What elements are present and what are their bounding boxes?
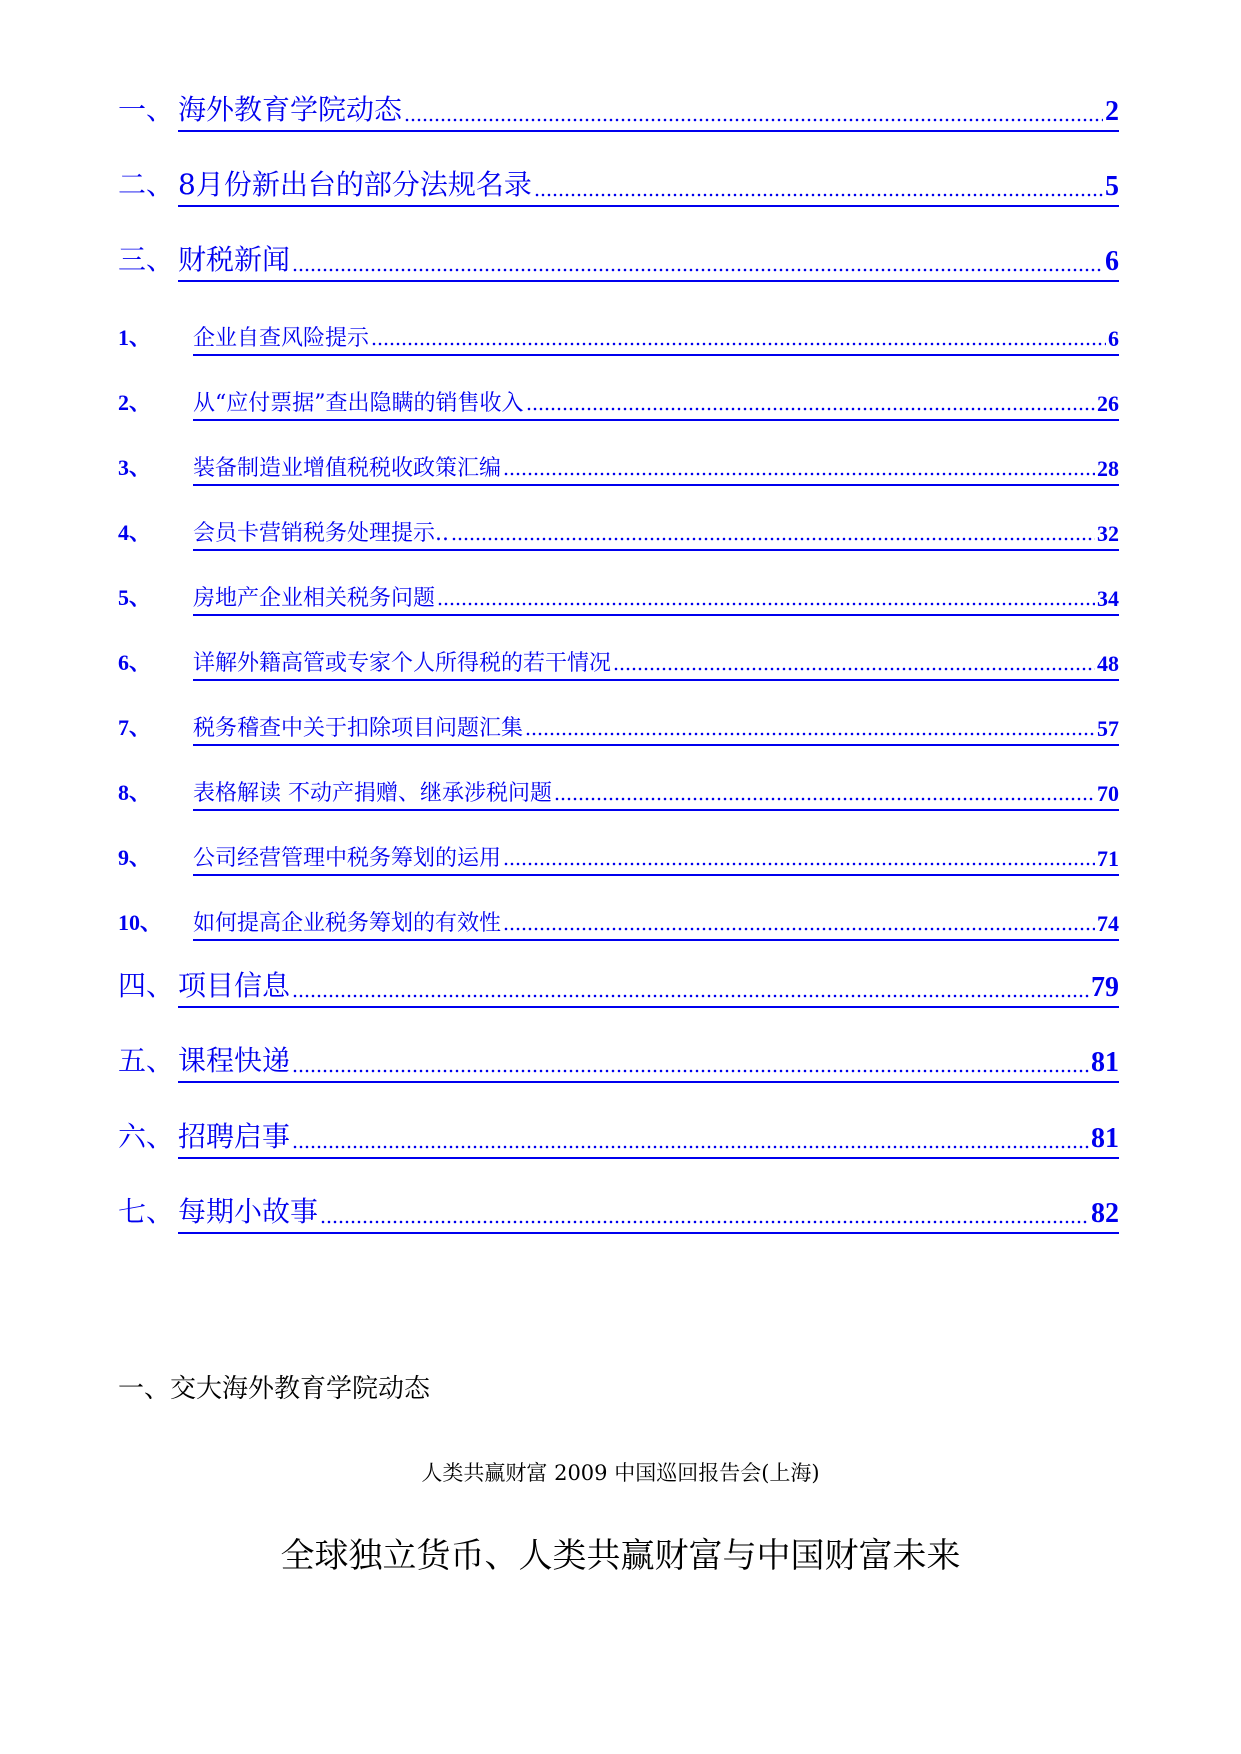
- toc-entry-section-7: [118, 1194, 1119, 1234]
- toc-link[interactable]: [193, 711, 1119, 746]
- toc-prefix: 9、: [118, 845, 152, 870]
- toc-link[interactable]: [178, 238, 1119, 282]
- toc-prefix: 8、: [118, 780, 152, 805]
- report-main-title: 全球独立货币、人类共赢财富与中国财富未来: [280, 1536, 961, 1576]
- toc-entry-news-4: [118, 511, 1119, 551]
- toc-title: 8月份新出台的部分法规名录: [178, 168, 532, 201]
- toc-entry-news-9: [118, 836, 1119, 876]
- toc-entry-news-1: [118, 316, 1119, 356]
- toc-title: 项目信息: [178, 969, 291, 1002]
- toc-link[interactable]: [193, 776, 1119, 811]
- toc-prefix: 一、: [118, 93, 175, 126]
- toc-entry-section-2: [118, 167, 1119, 207]
- toc-link[interactable]: [193, 386, 1119, 421]
- toc-link[interactable]: [193, 841, 1119, 876]
- toc-prefix: 四、: [118, 969, 175, 1002]
- dot-leader: [503, 862, 1095, 866]
- toc-page-number: 82: [1091, 1198, 1119, 1229]
- toc-entry-news-5: [118, 576, 1119, 616]
- dot-leader: [526, 407, 1096, 411]
- toc-page-number: 26: [1097, 391, 1119, 416]
- dot-leader: [292, 1069, 1089, 1073]
- toc-entry-section-6: [118, 1119, 1119, 1159]
- toc-entry-news-8: [118, 771, 1119, 811]
- toc-title: 详解外籍高管或专家个人所得税的若干情况: [193, 651, 612, 676]
- toc-page-number: 6: [1108, 326, 1119, 351]
- dot-leader: [503, 472, 1095, 476]
- toc-title: 每期小故事: [178, 1195, 319, 1228]
- toc-title: 公司经营管理中税务筹划的运用: [193, 846, 502, 871]
- toc-title: 课程快递: [178, 1044, 291, 1077]
- toc-prefix: 1、: [118, 325, 152, 350]
- toc-page-number: 79: [1091, 972, 1119, 1003]
- toc-link[interactable]: [193, 451, 1119, 486]
- toc-prefix: 六、: [118, 1120, 175, 1153]
- toc-prefix: 二、: [118, 168, 175, 201]
- dot-leader: [554, 797, 1095, 801]
- toc-prefix: 2、: [118, 390, 152, 415]
- toc-link[interactable]: [178, 163, 1119, 207]
- toc-page-number: 81: [1091, 1047, 1119, 1078]
- toc-page-number: 70: [1097, 781, 1119, 806]
- toc-link[interactable]: [193, 321, 1119, 356]
- section-heading: 一、交大海外教育学院动态: [118, 1374, 431, 1404]
- toc-page-number: 32: [1097, 521, 1119, 546]
- dot-leader: [320, 1220, 1089, 1224]
- toc-prefix: 5、: [118, 585, 152, 610]
- dot-leader: [437, 602, 1095, 606]
- toc-title: 招聘启事: [178, 1120, 291, 1153]
- toc-page-number: 71: [1097, 846, 1119, 871]
- toc-title: 企业自查风险提示: [193, 326, 370, 351]
- toc-title: 表格解读 不动产捐赠、继承涉税问题: [193, 781, 552, 806]
- dot-leader: [525, 732, 1095, 736]
- toc-link[interactable]: [178, 1115, 1119, 1159]
- toc-title: 如何提高企业税务筹划的有效性: [193, 911, 502, 936]
- toc-entry-section-4: [118, 968, 1119, 1008]
- toc-link[interactable]: [193, 516, 1119, 551]
- toc-link[interactable]: [193, 646, 1119, 681]
- toc-link[interactable]: [178, 1190, 1119, 1234]
- toc-page-number: 6: [1105, 246, 1119, 277]
- toc-entry-news-7: [118, 706, 1119, 746]
- dot-leader: [292, 1145, 1089, 1149]
- toc-prefix: 6、: [118, 650, 152, 675]
- toc-entry-news-10: [118, 901, 1119, 941]
- toc-prefix: 7、: [118, 715, 152, 740]
- toc-page-number: 48: [1097, 651, 1119, 676]
- toc-prefix: 五、: [118, 1044, 175, 1077]
- toc-entry-news-6: [118, 641, 1119, 681]
- dot-leader: [292, 268, 1103, 272]
- dot-leader: [404, 118, 1103, 122]
- report-subtitle: 人类共赢财富 2009 中国巡回报告会(上海): [421, 1461, 820, 1485]
- toc-entry-news-2: [118, 381, 1119, 421]
- dot-leader: [534, 193, 1103, 197]
- toc-prefix: 4、: [118, 520, 152, 545]
- toc-title: 从“应付票据”查出隐瞒的销售收入: [193, 391, 524, 416]
- dot-leader: [503, 927, 1095, 931]
- toc-page-number: 74: [1097, 911, 1119, 936]
- dot-leader: [613, 667, 1095, 671]
- toc-title: 海外教育学院动态: [178, 93, 403, 126]
- toc-page-number: 34: [1097, 586, 1119, 611]
- toc-page-number: 28: [1097, 456, 1119, 481]
- toc-entry-section-1: [118, 92, 1119, 132]
- toc-title: 房地产企业相关税务问题: [193, 586, 436, 611]
- toc-prefix: 七、: [118, 1195, 175, 1228]
- toc-entry-section-5: [118, 1043, 1119, 1083]
- toc-entry-news-3: [118, 446, 1119, 486]
- dot-leader: [371, 342, 1106, 346]
- toc-prefix: 3、: [118, 455, 152, 480]
- toc-page-number: 2: [1105, 96, 1119, 127]
- toc-page-number: 5: [1105, 171, 1119, 202]
- toc-prefix: 10、: [118, 910, 163, 935]
- toc-title: 装备制造业增值税税收政策汇编: [193, 456, 502, 481]
- toc-title: 会员卡营销税务处理提示..: [193, 521, 449, 546]
- toc-title: 财税新闻: [178, 243, 291, 276]
- toc-link[interactable]: [178, 964, 1119, 1008]
- toc-link[interactable]: [178, 1039, 1119, 1083]
- toc-link[interactable]: [193, 581, 1119, 616]
- toc-title: 税务稽查中关于扣除项目问题汇集: [193, 716, 524, 741]
- dot-leader: [451, 537, 1095, 541]
- toc-page-number: 81: [1091, 1123, 1119, 1154]
- toc-link[interactable]: [178, 88, 1119, 132]
- toc-prefix: 三、: [118, 243, 175, 276]
- toc-link[interactable]: [193, 906, 1119, 941]
- toc-entry-section-3: [118, 242, 1119, 282]
- toc-page-number: 57: [1097, 716, 1119, 741]
- dot-leader: [292, 994, 1089, 998]
